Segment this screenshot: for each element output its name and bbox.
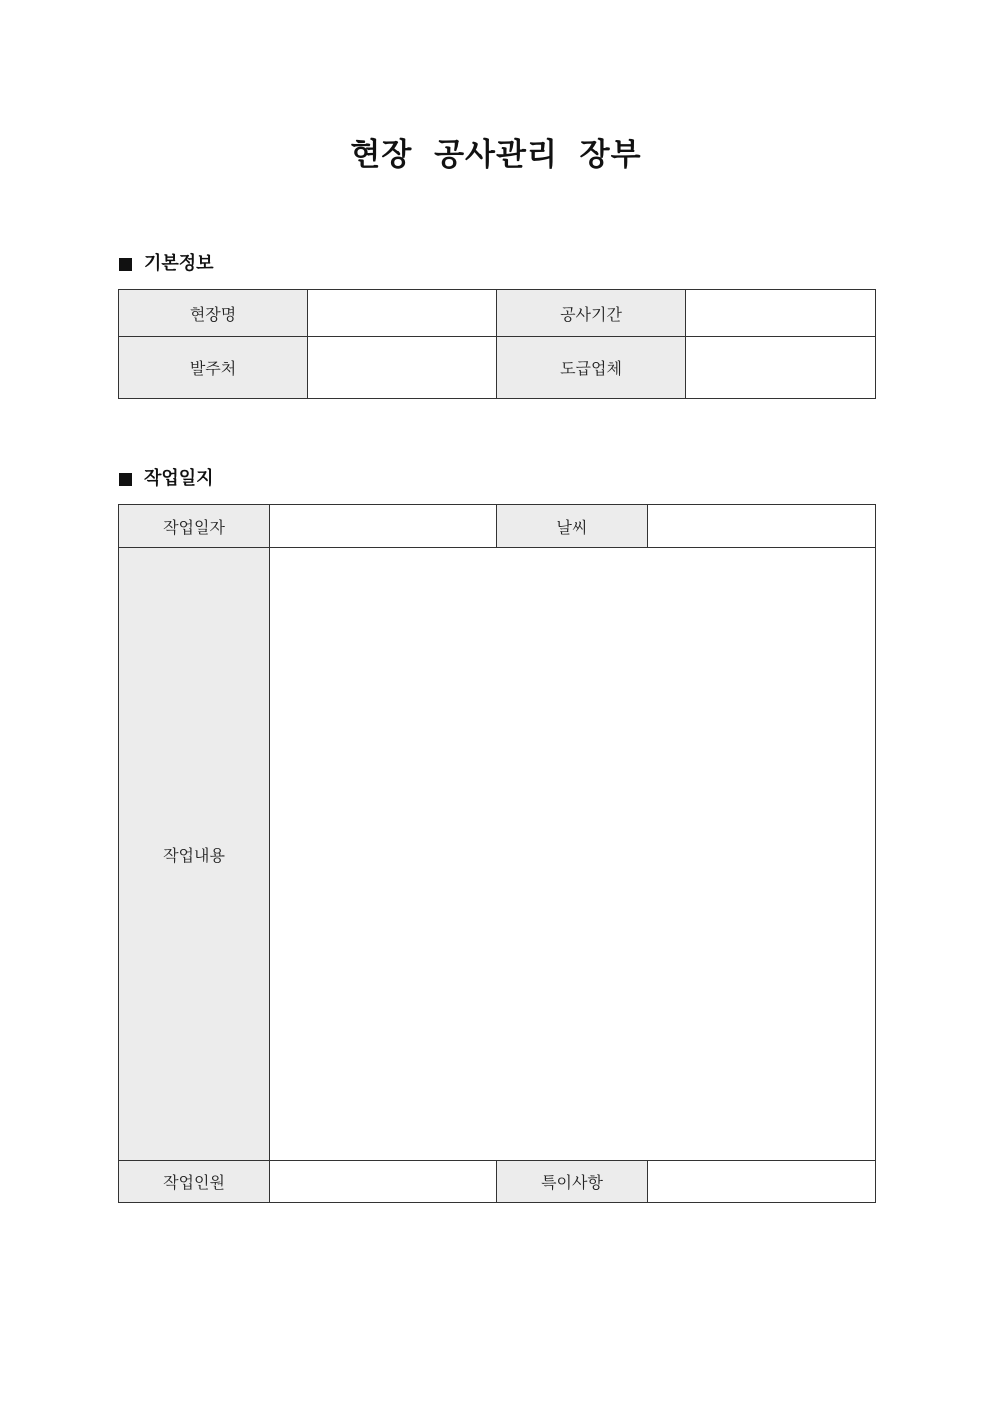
page-title: 현장 공사관리 장부 bbox=[350, 137, 642, 173]
workers-label: 작업인원 bbox=[119, 1161, 270, 1203]
work-content-field[interactable] bbox=[270, 548, 876, 1161]
table-row bbox=[119, 548, 876, 1161]
basic-info-table bbox=[118, 289, 876, 399]
work-date-label: 작업일자 bbox=[119, 505, 270, 548]
remarks-field[interactable] bbox=[648, 1161, 876, 1203]
table-row bbox=[119, 1161, 876, 1203]
remarks-label: 특이사항 bbox=[497, 1161, 648, 1203]
contractor-field[interactable] bbox=[686, 337, 876, 399]
section-heading-label: 작업일지 bbox=[144, 468, 214, 489]
table-row bbox=[119, 505, 876, 548]
table-row bbox=[119, 337, 876, 399]
construction-period-field[interactable] bbox=[686, 290, 876, 337]
contractor-label: 도급업체 bbox=[497, 337, 686, 399]
construction-period-label: 공사기간 bbox=[497, 290, 686, 337]
site-name-field[interactable] bbox=[308, 290, 497, 337]
weather-label: 날씨 bbox=[497, 505, 648, 548]
section-heading-work-log bbox=[119, 467, 214, 491]
site-name-label: 현장명 bbox=[119, 290, 308, 337]
client-field[interactable] bbox=[308, 337, 497, 399]
workers-field[interactable] bbox=[270, 1161, 497, 1203]
table-row bbox=[119, 290, 876, 337]
work-log-table bbox=[118, 504, 876, 1203]
work-date-field[interactable] bbox=[270, 505, 497, 548]
work-content-label: 작업내용 bbox=[119, 548, 270, 1161]
square-bullet-icon bbox=[119, 473, 132, 486]
square-bullet-icon bbox=[119, 258, 132, 271]
section-heading-label: 기본정보 bbox=[144, 253, 214, 274]
section-heading-basic-info bbox=[119, 252, 214, 276]
weather-field[interactable] bbox=[648, 505, 876, 548]
client-label: 발주처 bbox=[119, 337, 308, 399]
